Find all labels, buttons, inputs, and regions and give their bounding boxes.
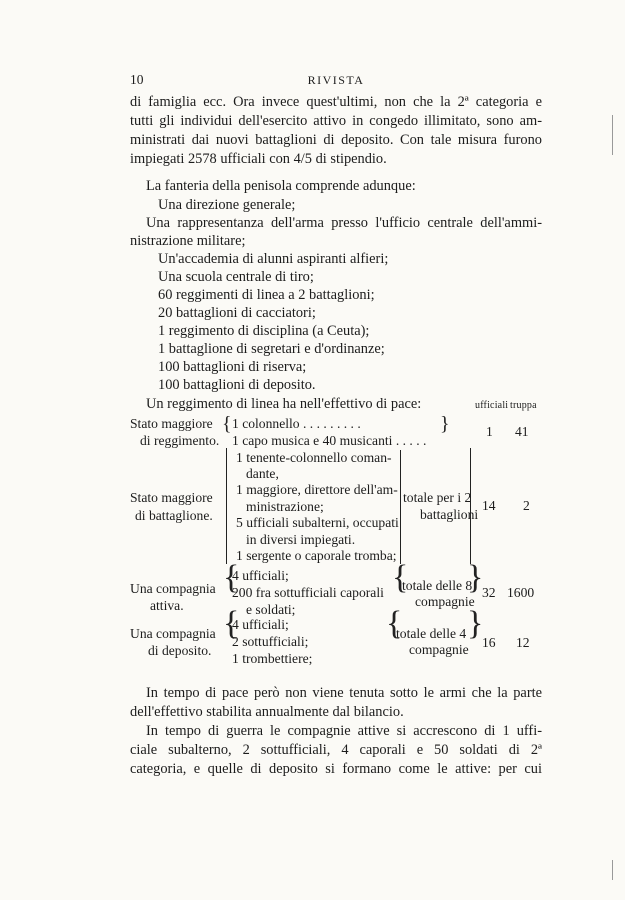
text-line: tutti gli individui dell'esercito attivo in congedo illimitato, sono am- <box>130 113 542 129</box>
row-item: in diversi impiegati. <box>246 532 356 547</box>
bracket-line <box>226 448 229 564</box>
row-item: 4 ufficiali; <box>232 568 289 583</box>
bracket-line <box>400 450 403 564</box>
value-truppa: 2 <box>523 498 530 513</box>
list-item: 1 battaglione di segretari e d'ordinanze; <box>158 341 385 357</box>
page-edge-mark <box>612 115 613 155</box>
row-item: 1 colonnello . . . . . . . . . <box>232 416 361 431</box>
row-item: 1 trombettiere; <box>232 651 313 666</box>
brace-right: } <box>467 559 484 596</box>
text-line: La fanteria della penisola comprende adunque: <box>146 178 416 194</box>
brace-left: { <box>222 413 232 435</box>
col-header-ufficiali: ufficiali <box>475 400 509 411</box>
text-line: In tempo di pace però non viene tenuta sotto le armi che la parte <box>146 685 542 701</box>
running-title: RIVISTA <box>307 73 365 87</box>
page-number: 10 <box>130 72 144 87</box>
value-ufficiali: 1 <box>486 424 493 439</box>
row-total: totale delle 4 <box>396 626 467 641</box>
row-total: totale per i 2 <box>403 490 472 505</box>
list-item: Una direzione generale; <box>158 197 296 213</box>
text-line: ministrati dai nuovi battaglioni di deposito. Con tale misura furono <box>130 132 542 148</box>
row-total: battaglioni <box>420 507 479 522</box>
row-label: Stato maggiore <box>130 490 213 505</box>
value-ufficiali: 14 <box>482 498 496 513</box>
list-item: Una rappresentanza dell'arma presso l'ufficio centrale dell'ammi- <box>146 215 542 231</box>
value-truppa: 41 <box>515 424 529 439</box>
brace-left: { <box>223 605 240 642</box>
row-item: 1 sergente o caporale tromba; <box>236 548 397 563</box>
list-item: 60 reggimenti di linea a 2 battaglioni; <box>158 287 375 303</box>
text-line: Un reggimento di linea ha nell'effettivo di pace: <box>146 396 422 412</box>
row-label: di deposito. <box>148 643 212 658</box>
list-item: 1 reggimento di disciplina (a Ceuta); <box>158 323 370 339</box>
row-label: Stato maggiore <box>130 416 213 431</box>
text-line: dell'effettivo stabilita annualmente dal bilancio. <box>130 704 404 720</box>
bracket-line <box>470 448 473 564</box>
row-item: 5 ufficiali subalterni, occupati <box>236 515 399 530</box>
brace-left: { <box>386 605 403 642</box>
row-label: Una compagnia <box>130 626 216 641</box>
row-item: 2 sottufficiali; <box>232 634 309 649</box>
effectivo-table <box>130 398 542 678</box>
value-ufficiali: 32 <box>482 585 496 600</box>
brace-right: } <box>440 413 450 435</box>
col-header-truppa: truppa <box>510 400 537 411</box>
row-item: e soldati; <box>246 602 296 617</box>
row-total: totale delle 8 <box>402 578 473 593</box>
row-total: compagnie <box>415 594 475 609</box>
text-line: impiegati 2578 ufficiali con 4/5 di stipendio. <box>130 151 387 167</box>
row-total: compagnie <box>409 642 469 657</box>
row-item: 200 fra sottufficiali caporali <box>232 585 384 600</box>
value-truppa: 12 <box>516 635 530 650</box>
list-item: nistrazione militare; <box>130 233 246 249</box>
brace-right: } <box>467 605 484 642</box>
list-item: Un'accademia di alunni aspiranti alfieri; <box>158 251 389 267</box>
row-item: 1 capo musica e 40 musicanti . . . . . <box>232 433 427 448</box>
list-item: Una scuola centrale di tiro; <box>158 269 314 285</box>
page-edge-mark <box>612 860 613 880</box>
value-truppa: 1600 <box>507 585 535 600</box>
list-item: 20 battaglioni di cacciatori; <box>158 305 316 321</box>
brace-left: { <box>392 559 409 596</box>
value-ufficiali: 16 <box>482 635 496 650</box>
text-line: categoria, e quelle di deposito si formano come le attive: per cui <box>130 761 542 777</box>
list-item: 100 battaglioni di riserva; <box>158 359 307 375</box>
row-label: Una compagnia <box>130 581 216 596</box>
brace-left: { <box>223 559 240 596</box>
row-item: 1 tenente-colonnello coman- <box>236 450 392 465</box>
text-line: In tempo di guerra le compagnie attive si accrescono di 1 uffi- <box>146 723 542 739</box>
row-item: dante, <box>246 466 279 481</box>
row-label: attiva. <box>150 598 184 613</box>
list-item: 100 battaglioni di deposito. <box>158 377 316 393</box>
row-item: 4 ufficiali; <box>232 617 289 632</box>
row-item: 1 maggiore, direttore dell'am- <box>236 482 398 497</box>
row-item: ministrazione; <box>246 499 324 514</box>
row-label: di reggimento. <box>140 433 220 448</box>
text-line: di famiglia ecc. Ora invece quest'ultimi, non che la 2ª categoria e <box>130 94 542 110</box>
row-label: di battaglione. <box>135 508 213 523</box>
text-line: ciale subalterno, 2 sottufficiali, 4 caporali e 50 soldati di 2ª <box>130 742 542 758</box>
